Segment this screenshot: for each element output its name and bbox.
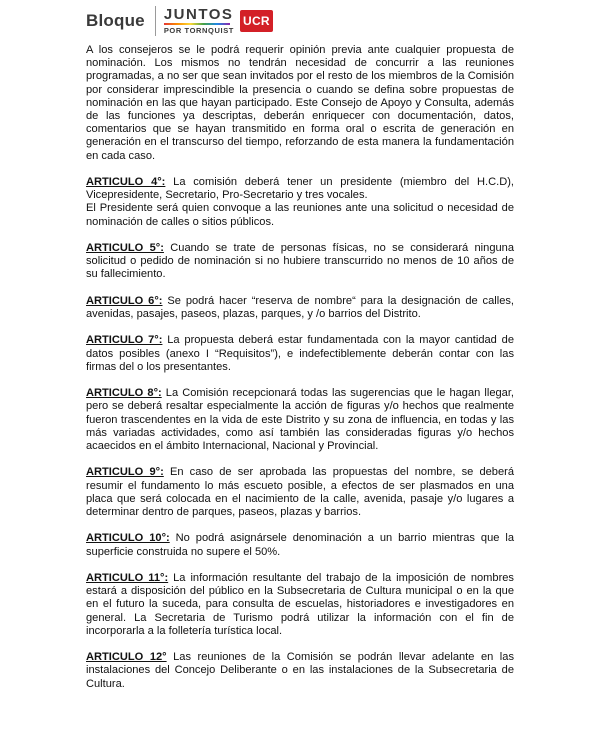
article-text: Cuando se trate de personas físicas, no se considerará ninguna solicitud o pedido de nominación si no hubiere transcurrido no menos de 10 años de su fallecimiento. [86, 242, 514, 281]
article-text: La Comisión recepcionará todas las sugerencias que le hagan llegar, pero se deberá resaltar especialmente la acción de figuras y/o hechos que realmente fueron trascendentes en la vida de este Distrito y su zona de influencia, en todas y las más variadas actividades, como así también las consideradas figuras y/o hechos acaecidos en el ámbito Internacional, Nacional y Provincial. [86, 387, 514, 453]
article-text: No podrá asignársele denominación a un barrio mientras que la superficie construida no supere el 50%. [86, 532, 514, 558]
article-text: En caso de ser aprobada las propuestas del nombre, se deberá resumir el fundamento lo más escueto posible, a efectos de ser plasmados en una placa que será colocada en el nacimiento de la calle, avenida, pasaje y/o lugares a determinar dentro de parques, paseos, plazas y barrios. [86, 466, 514, 519]
article-title: ARTICULO 5°: [86, 242, 164, 255]
article-5 [86, 242, 514, 282]
article-12 [86, 651, 514, 691]
article-text: La propuesta deberá estar fundamentada con la mayor cantidad de datos posibles (anexo I “Requisitos”), e indefectiblemente deberán contar con las firmas del o los presentantes. [86, 334, 514, 373]
article-text: La comisión deberá tener un presidente (miembro del H.C.D), Vicepresidente, Secretario, Pro-Secretario y tres vocales. [86, 176, 514, 202]
tornquist-logo-text: POR TORNQUIST [163, 26, 234, 36]
article-text: Las reuniones de la Comisión se podrán llevar adelante en las instalaciones del Concejo Deliberante o en las instalaciones de la Subsecretaria de Cultura. [86, 651, 514, 690]
article-10 [86, 532, 514, 558]
article-4-continued [86, 202, 514, 228]
article-text: La información resultante del trabajo de la imposición de nombres estará a disposición del público en la Subsecretaria de Cultura municipal o en la que en el futuro la suceda, para consulta de escuelas, historiadores e investigadores en general. La Secretaria de Turismo podrá utilizar la información con el fin de incorporarla a la folletería turística local. [86, 572, 514, 637]
article-title: ARTICULO 8°: [86, 387, 162, 400]
article-7 [86, 334, 514, 374]
article-title: ARTICULO 12° [86, 651, 167, 664]
article-4 [86, 176, 514, 202]
juntos-logo-text: JUNTOS [163, 6, 234, 24]
article-title: ARTICULO 6°: [86, 294, 163, 307]
article-title: ARTICULO 9°: [86, 466, 164, 479]
juntos-logo [164, 7, 234, 35]
paragraph-text: El Presidente será quien convoque a las reuniones ante una solicitud o necesidad de nominación de calles o sitios públicos. [86, 202, 514, 228]
document-body [86, 44, 514, 704]
article-6 [86, 295, 514, 321]
article-9 [86, 466, 514, 519]
article-text: Se podrá hacer “reserva de nombre“ para la designación de calles, avenidas, pasajes, paseos, plazas, parques, y /o barrios del Distrito. [86, 294, 514, 321]
ucr-logo: UCR [240, 10, 273, 32]
rainbow-bar [164, 23, 230, 25]
bloque-logo-text: Bloque [86, 11, 145, 30]
article-title: ARTICULO 4°: [86, 176, 166, 189]
article-title: ARTICULO 11°: [86, 572, 169, 584]
article-8 [86, 387, 514, 453]
document-header [86, 4, 273, 38]
header-divider [155, 6, 156, 36]
article-11 [86, 572, 514, 638]
paragraph-text: A los consejeros se le podrá requerir opinión previa ante cualquier propuesta de nominación. Los mismos no tendrán necesidad de concurrir a las reuniones programadas, a no ser que sean invitados por el resto de los miembros de la Comisión por considerar imprescindible la presencia o cuando se defina sobre propuestas de nominación en las que hayan participado. Este Consejo de Apoyo y Consulta, además de las funciones ya descriptas, deberán enriquecer con documentación, datos, comentarios que se hayan transmitido en forma oral o escrita de generación en generación en el transcurso del tiempo, reforzando de esta manera la fundamentación en cada caso. [86, 44, 514, 162]
article-title: ARTICULO 10°: [86, 532, 170, 545]
paragraph-consejeros [86, 44, 514, 163]
article-title: ARTICULO 7°: [86, 334, 163, 347]
